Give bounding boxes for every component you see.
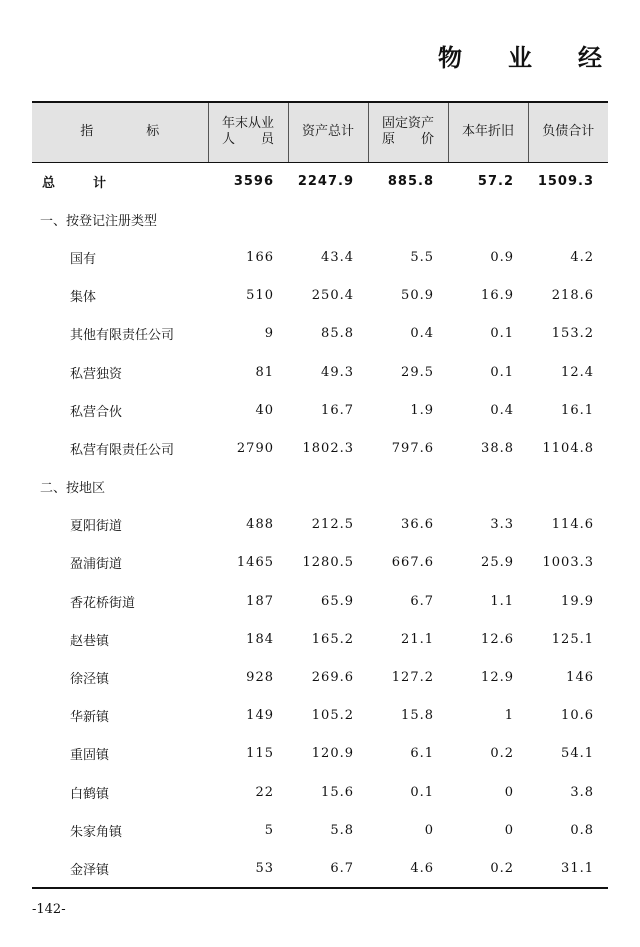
table-row	[32, 735, 608, 773]
row-value: 187	[246, 593, 274, 609]
row-label: 白鹤镇	[70, 786, 110, 802]
header-line: 负债合计	[542, 124, 595, 140]
row-value: 38.8	[481, 440, 514, 456]
row-value: 3.3	[490, 517, 514, 533]
row-value: 0.1	[490, 364, 514, 380]
table-row	[32, 849, 608, 887]
row-value: 0	[504, 784, 514, 800]
header-line: 本年折旧	[461, 124, 514, 140]
row-label: 夏阳街道	[70, 519, 123, 535]
row-value: 57.2	[477, 173, 514, 189]
row-value: 0.1	[410, 784, 434, 800]
row-label: 朱家角镇	[70, 824, 123, 840]
row-value: 85.8	[321, 326, 354, 342]
row-value: 149	[246, 708, 274, 724]
row-value: 488	[246, 517, 274, 533]
row-value: 250.4	[311, 288, 354, 304]
row-value: 25.9	[481, 555, 514, 571]
table-row	[32, 620, 608, 658]
row-value	[528, 200, 608, 238]
row-value: 0.8	[570, 822, 594, 838]
row-value: 928	[246, 670, 274, 686]
row-value	[288, 468, 368, 506]
row-value: 40	[255, 402, 274, 418]
row-value: 6.7	[330, 860, 354, 876]
row-label: 私营独资	[70, 366, 123, 382]
row-value	[528, 468, 608, 506]
header-total-assets	[288, 102, 368, 162]
row-value: 105.2	[311, 708, 354, 724]
row-label: 香花桥街道	[70, 595, 136, 611]
table-row	[32, 506, 608, 544]
row-value: 4.6	[410, 860, 434, 876]
table-row	[32, 277, 608, 315]
row-label: 二、按地区	[40, 481, 106, 497]
row-value: 12.4	[561, 364, 594, 380]
row-value: 9	[264, 326, 274, 342]
row-value: 212.5	[311, 517, 354, 533]
table-row	[32, 353, 608, 391]
row-value: 0.4	[490, 402, 514, 418]
header-line: 固定资产	[381, 116, 434, 132]
header-row	[32, 102, 608, 162]
row-value: 0	[424, 822, 434, 838]
row-value: 797.6	[391, 440, 434, 456]
header-line: 年末从业	[221, 116, 274, 132]
page-number: -142-	[32, 902, 66, 917]
row-value: 127.2	[391, 670, 434, 686]
row-value: 16.9	[481, 288, 514, 304]
table-body	[32, 162, 608, 888]
row-value: 36.6	[401, 517, 434, 533]
row-value: 1104.8	[542, 440, 594, 456]
row-value: 6.7	[410, 593, 434, 609]
row-value: 1802.3	[302, 440, 354, 456]
row-value: 6.1	[410, 746, 434, 762]
section-row	[32, 200, 608, 238]
row-value: 2247.9	[297, 173, 354, 189]
row-value: 0.2	[490, 860, 514, 876]
page-title-char: 物	[438, 44, 462, 72]
row-label: 私营有限责任公司	[70, 442, 175, 458]
row-label: 盈浦街道	[70, 557, 123, 573]
table-row	[32, 811, 608, 849]
table-row	[32, 697, 608, 735]
row-value: 0.4	[410, 326, 434, 342]
row-value: 15.8	[401, 708, 434, 724]
row-label: 集体	[70, 290, 97, 306]
table-row	[32, 773, 608, 811]
row-value: 19.9	[561, 593, 594, 609]
row-label: 总计	[42, 175, 145, 191]
section-row	[32, 468, 608, 506]
row-value: 165.2	[311, 631, 354, 647]
table-row	[32, 582, 608, 620]
header-depreciation	[448, 102, 528, 162]
total-row	[32, 162, 608, 200]
row-value: 16.7	[321, 402, 354, 418]
header-line: 资产总计	[301, 124, 354, 140]
row-value	[208, 200, 288, 238]
row-value: 1	[504, 708, 514, 724]
row-value: 4.2	[570, 249, 594, 265]
statistics-table-container	[32, 101, 608, 888]
header-fixed-assets	[368, 102, 448, 162]
row-value: 1003.3	[542, 555, 594, 571]
row-value: 50.9	[401, 288, 434, 304]
header-indicator	[32, 102, 208, 162]
row-value	[368, 200, 448, 238]
row-value: 1280.5	[302, 555, 354, 571]
statistics-table	[32, 101, 608, 888]
header-line: 指 标	[80, 124, 180, 140]
row-value: 53	[255, 860, 274, 876]
row-value: 885.8	[387, 173, 434, 189]
row-label: 金泽镇	[70, 862, 110, 878]
row-value	[448, 468, 528, 506]
table-row	[32, 315, 608, 353]
row-label: 赵巷镇	[70, 633, 110, 649]
row-value: 21.1	[401, 631, 434, 647]
row-value	[208, 468, 288, 506]
row-label: 华新镇	[70, 710, 110, 726]
row-value: 153.2	[551, 326, 594, 342]
row-value: 184	[246, 631, 274, 647]
row-label: 国有	[70, 251, 97, 267]
row-value: 12.6	[481, 631, 514, 647]
page-title	[438, 38, 602, 73]
header-line: 原 价	[381, 132, 434, 148]
row-value	[368, 468, 448, 506]
page-title-char: 业	[508, 44, 532, 72]
row-value: 510	[246, 288, 274, 304]
row-label: 其他有限责任公司	[70, 328, 175, 344]
row-value: 22	[255, 784, 274, 800]
row-value: 1509.3	[537, 173, 594, 189]
row-value: 10.6	[561, 708, 594, 724]
header-total-liabilities	[528, 102, 608, 162]
table-row	[32, 238, 608, 276]
page-title-char: 经	[578, 44, 602, 72]
row-value: 16.1	[561, 402, 594, 418]
row-value: 0	[504, 822, 514, 838]
row-label: 一、按登记注册类型	[40, 213, 158, 229]
row-value: 0.2	[490, 746, 514, 762]
row-value: 120.9	[311, 746, 354, 762]
table-row	[32, 391, 608, 429]
row-value: 667.6	[391, 555, 434, 571]
row-value: 65.9	[321, 593, 354, 609]
row-value: 166	[246, 249, 274, 265]
row-value: 125.1	[551, 631, 594, 647]
row-value: 49.3	[321, 364, 354, 380]
row-value: 54.1	[561, 746, 594, 762]
row-value: 2790	[236, 440, 274, 456]
row-value: 3596	[233, 173, 274, 189]
row-value: 12.9	[481, 670, 514, 686]
row-value: 1465	[236, 555, 274, 571]
row-value: 5.5	[410, 249, 434, 265]
row-value: 0.1	[490, 326, 514, 342]
header-employees	[208, 102, 288, 162]
row-value: 3.8	[570, 784, 594, 800]
row-value: 29.5	[401, 364, 434, 380]
row-value: 43.4	[321, 249, 354, 265]
row-value: 31.1	[561, 860, 594, 876]
table-row	[32, 429, 608, 467]
row-label: 徐泾镇	[70, 672, 110, 688]
table-header	[32, 102, 608, 162]
row-value: 1.9	[410, 402, 434, 418]
row-value: 269.6	[311, 670, 354, 686]
row-value	[288, 200, 368, 238]
row-value: 5	[264, 822, 274, 838]
bottom-rule	[32, 887, 608, 889]
row-value: 218.6	[551, 288, 594, 304]
header-line: 人 员	[221, 132, 274, 148]
row-value: 1.1	[490, 593, 514, 609]
table-row	[32, 658, 608, 696]
row-value: 81	[255, 364, 274, 380]
row-value	[448, 200, 528, 238]
row-value: 0.9	[490, 249, 514, 265]
row-value: 115	[246, 746, 274, 762]
row-value: 114.6	[551, 517, 594, 533]
row-label: 重固镇	[70, 748, 110, 764]
table-row	[32, 544, 608, 582]
row-value: 146	[566, 670, 594, 686]
row-value: 15.6	[321, 784, 354, 800]
row-label: 私营合伙	[70, 404, 123, 420]
row-value: 5.8	[330, 822, 354, 838]
